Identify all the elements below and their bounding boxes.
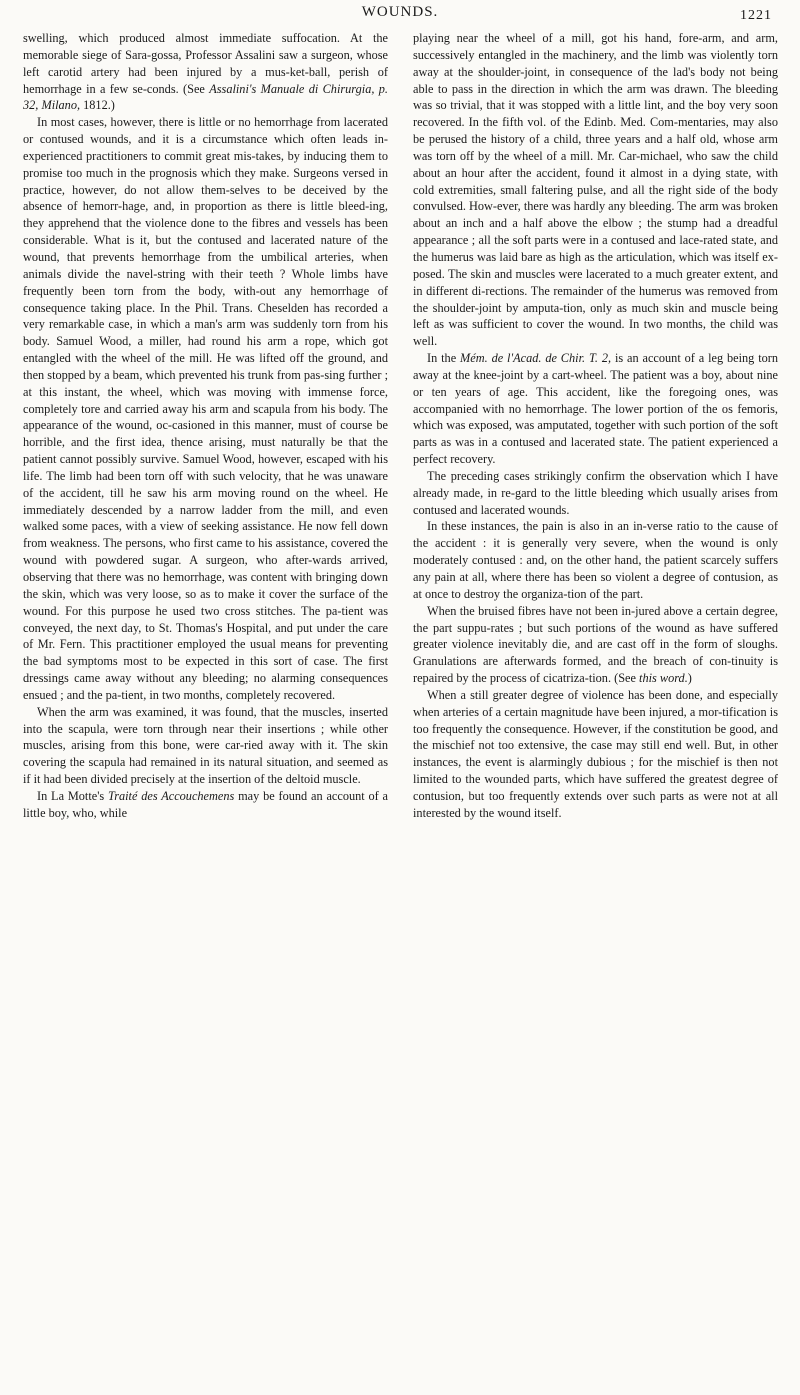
page-number: 1221 (740, 8, 772, 23)
text-run: is an account of a leg being torn away at the knee-joint by a cart-wheel. The patient was a boy, about nine or ten years of age. This accident, like the foregoing ones, was accompanied with no hemorrhage. The lower portion of the os femoris, which was exposed, was amputated, together with such portion of the soft parts as was in a contused and lacerated state. The patient experienced a perfect recovery. (413, 351, 778, 467)
paragraph (23, 30, 388, 114)
text-run: may be found an account of a little boy, who, while (23, 788, 389, 820)
paragraph: The preceding cases strikingly confirm the observation which I have already made, in re-gard to the little bleeding which usually arises from contused and lacerated wounds. (413, 468, 778, 517)
text-run: 1812.) (80, 98, 115, 113)
running-title: WOUNDS. (361, 4, 439, 20)
paragraph (413, 350, 778, 468)
text-run: When the bruised fibres have not been in-jured above a certain degree, the part suppu-rates ; but such portions of the wound as have suffered greater violence inevitably die, and are cast off in the form of sloughs. Granulations are afterwards formed, and the breach of con-tinuity is repaired by the process of cicatriza-tion. (See (413, 603, 778, 686)
text-run: In La Motte's (37, 788, 109, 803)
paragraph: When a still greater degree of violence has been done, and especially when arteries of a certain magnitude have been injured, a mor-tification is too frequently the consequence. However, if the constitution be good, and the mischief not too extensive, the case may still end well. But, in other instances, the event is alarmingly dubious ; for the mischief is then not limited to the wounded parts, which have suffered the greatest degree of contusion, but too frequently extends over such parts as were not at all interested by the wound itself. (413, 687, 778, 820)
text-run: In the (427, 351, 461, 366)
citation: this word. (639, 671, 688, 686)
paragraph (23, 788, 388, 822)
right-column (413, 30, 778, 822)
citation: Assalini's Manuale di Chirurgia, p. 32, Milano, (23, 81, 388, 113)
left-column (23, 30, 388, 822)
citation: Traité des Accouchemens (108, 788, 235, 803)
paragraph: In most cases, however, there is little or no hemorrhage from lacerated or contused wounds, and it is a circumstance which often leads in-experienced practitioners to commit great mis-takes, by inducing them to promise too much in the prognosis which they make. Surgeons versed in practice, however, do not allow them-selves to be deceived by the absence of hemorr-hage, and, in proportion as there is little bleed-ing, they apprehend that the violence done to the fibres and vessels has been considerable. What is it, but the contused and lacerated nature of the wound, that prevents hemorrhage from the umbilical arteries, when animals divide the navel-string with their teeth ? Whole limbs have frequently been torn from the body, with-out any hemorrhage of consequence taking place. In the Phil. Trans. Cheselden has recorded a very remarkable case, in which a man's arm was suddenly torn from his body. Samuel Wood, a miller, had round his arm a rope, which got entangled with the wheel of the mill. He was lifted off the ground, and then stopped by a beam, which prevented his trunk from pas-sing further ; at this instant, the wheel, which was moving with immense force, completely tore and carried away his arm and scapula from his body. The appearance of the wound, oc-casioned in this manner, must of course be horrible, and the first idea, thence arising, must naturally be that the patient cannot possibly survive. Samuel Wood, however, escaped with his life. The limb had been torn off with such velocity, that he was unaware of the accident, till he saw his arm moving round on the wheel. He immediately descended by a narrow ladder from the mill, and even walked some paces, with a view of seeking assistance. He now fell down from weakness. The persons, who first came to his assistance, covered the wound with powdered sugar. A surgeon, who after-wards arrived, observing that there was no hemorrhage, was content with bringing down the skin, which was very loose, so as to make it cover the surface of the wound. For this purpose he used two cross stitches. The pa-tient was conveyed, the next day, to St. Thomas's Hospital, and put under the care of Mr. Fern. This practitioner employed the usual means for preventing the bad symptoms most to be expected in this sort of case. The first dressings came away without any bleeding; no alarming consequences ensued ; and the pa-tient, in two months, completely recovered. (23, 115, 388, 702)
text-run: swelling, which produced almost immediate suffocation. At the memorable siege of Sara-gossa, Professor Assalini saw a surgeon, whose left carotid artery had been injured by a mus-ket-ball, perish of hemorrhage in a few se-conds. (See (23, 31, 388, 96)
paragraph: When the arm was examined, it was found, that the muscles, inserted into the scapula, were torn through near their insertions ; while other muscles, arising from this bone, were car-ried away with it. The skin covering the scapula had remained in its natural situation, and seemed as if it had been divided precisely at the insertion of the deltoid muscle. (23, 704, 388, 787)
text-run: ) (687, 671, 692, 686)
paragraph: In these instances, the pain is also in an in-verse ratio to the cause of the accident : it is generally very severe, when the wound is only moderately contused : and, on the other hand, the patient scarcely suffers any pain at all, where there has been so violent a degree of contusion, as at once to destroy the organiza-tion of the part. (413, 519, 778, 601)
citation: Mém. de l'Acad. de Chir. T. 2, (460, 351, 612, 366)
running-head (0, 4, 800, 30)
paragraph: playing near the wheel of a mill, got his hand, fore-arm, and arm, successively entangled in the machinery, and the limb was violently torn away at the shoulder-joint, in consequence of the lad's body not being able to pass in the direction in which the arm was drawn. The bleeding was so trivial, that it was stopped with a little lint, and the boy very soon recovered. In the fifth vol. of the Edinb. Med. Com-mentaries, may also be perused the history of a child, three years and a half old, whose arm was torn off by the wheel of a mill. Mr. Car-michael, who saw the child about an hour after the accident, found it almost in a dying state, with cold extremities, small faltering pulse, and all the right side of the body convulsed. How-ever, there was hardly any bleeding. The arm was broken about an inch and a half above the elbow ; the stump had a dreadful appearance ; all the soft parts were in a contused and lace-rated state, and the humerus was laid bare as high as the articulation, which was itself ex-posed. The skin and muscles were lacerated to a much greater extent, and in different di-rections. The remainder of the humerus was removed from the shoulder-joint by amputa-tion, only as much skin and muscle being left as was sufficient to cover the wound. In two months, the child was well. (413, 31, 778, 349)
paragraph (413, 603, 778, 687)
